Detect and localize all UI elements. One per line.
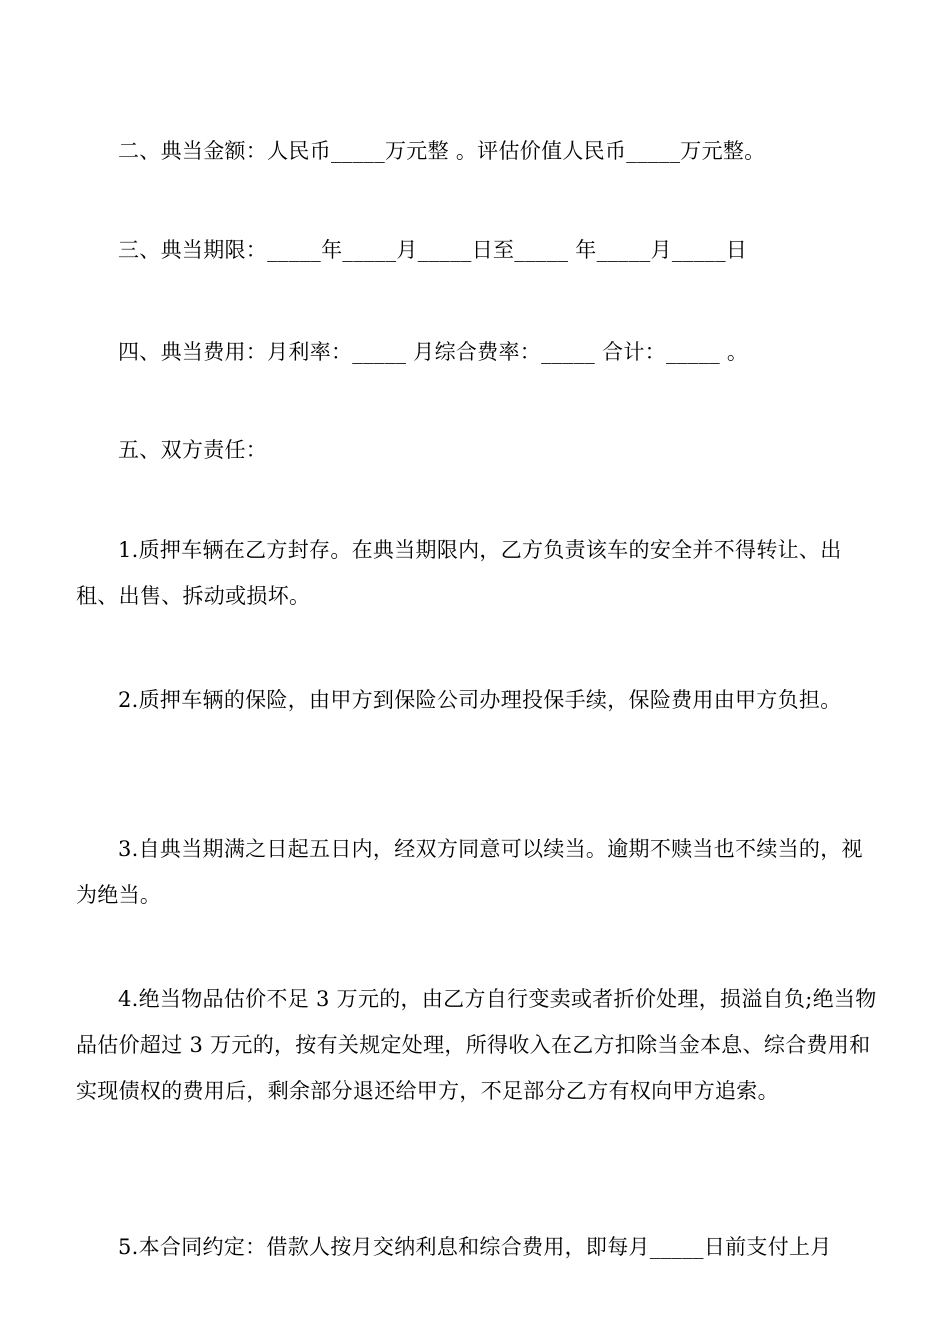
responsibility-item-3: 3.自典当期满之日起五日内，经双方同意可以续当。逾期不赎当也不续当的，视为绝当。 — [76, 837, 863, 907]
responsibility-item-1: 1.质押车辆在乙方封存。在典当期限内，乙方负责该车的安全并不得转让、出租、出售、拆动或损坏。 — [76, 538, 842, 608]
responsibility-item-2: 2.质押车辆的保险，由甲方到保险公司办理投保手续，保险费用由甲方负担。 — [118, 688, 842, 712]
clause-pawn-term: 三、典当期限：_____年_____月_____日至_____ 年_____月_____日 — [118, 238, 748, 262]
clause-pawn-amount: 二、典当金额：人民币_____万元整 。评估价值人民币_____万元整。 — [118, 139, 766, 163]
responsibility-item-5: 5.本合同约定：借款人按月交纳利息和综合费用，即每月_____日前支付上月 — [118, 1235, 832, 1259]
clause-responsibilities-heading: 五、双方责任： — [118, 438, 268, 462]
clause-pawn-fees: 四、典当费用：月利率：_____ 月综合费率：_____ 合计：_____ 。 — [118, 340, 749, 364]
responsibility-item-4: 4.绝当物品估价不足 3 万元的，由乙方自行变卖或者折价处理，损溢自负;绝当物品估价超过 3 万元的，按有关规定处理，所得收入在乙方扣除当金本息、综合费用和实现债权的费用后，剩余部分退还给甲方，不足部分乙方有权向甲方追索。 — [76, 987, 877, 1103]
